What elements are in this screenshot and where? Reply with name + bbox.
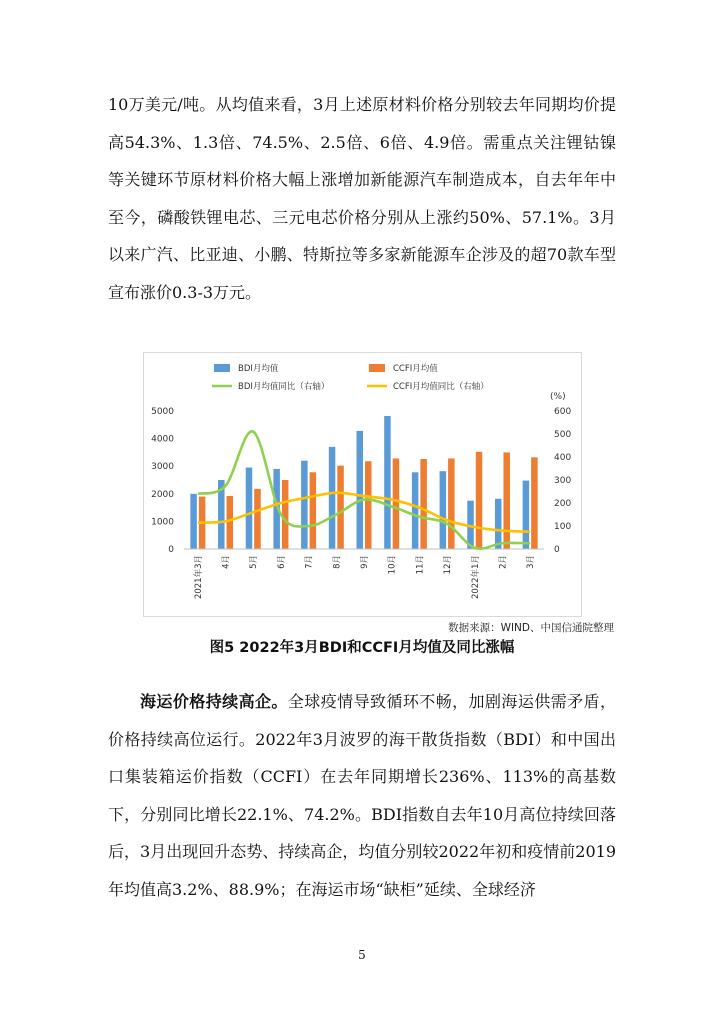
bar-ccfi xyxy=(282,480,289,549)
y-right-tick-label: 0 xyxy=(554,545,560,555)
y-left-tick-label: 3000 xyxy=(151,462,174,473)
x-tick-label: 2021年3月 xyxy=(193,555,204,600)
y-left-tick-label: 0 xyxy=(168,545,174,555)
bar-bdi xyxy=(384,416,391,549)
x-tick-label: 12月 xyxy=(443,555,454,575)
x-tick-label: 9月 xyxy=(360,555,370,569)
bar-bdi xyxy=(246,468,253,549)
body-paragraph-2 xyxy=(108,683,616,908)
bar-ccfi xyxy=(310,472,317,549)
bar-ccfi xyxy=(337,466,344,549)
paragraph-body: 全球疫情导致循环不畅，加剧海运供需矛盾，价格持续高位运行。2022年3月波罗的海干散货指数（BDI）和中国出口集装箱运价指数（CCFI）在去年同期增长236%、113%的高基数下，分别同比增长22.1%、74.2%。BDI指数自去年10月高位持续回落后，3月出现回升态势、持续高企，均值分别较2022年初和疫情前2019年均值高3.2%、88.9%；在海运市场“缺柜”延续、全球经济 xyxy=(108,692,616,899)
y-left-tick-label: 5000 xyxy=(151,407,174,417)
body-paragraph-1: 10万美元/吨。从均值来看，3月上述原材料价格分别较去年同期均价提高54.3%、1.3倍、74.5%、2.5倍、6倍、4.9倍。需重点关注锂钴镍等关键环节原材料价格大幅上涨增加新能源汽车制造成本，自去年年中至今，磷酸铁锂电芯、三元电芯价格分别从上涨约50%、57.1%。3月以来广汽、比亚迪、小鹏、特斯拉等多家新能源车企涉及的超70款车型宣布涨价0.3-3万元。 xyxy=(108,95,616,302)
x-tick-label: 11月 xyxy=(415,555,426,575)
legend-label: CCFI月均值同比（右轴） xyxy=(393,382,489,392)
y-left-tick-label: 1000 xyxy=(151,517,174,528)
bar-bdi xyxy=(357,431,364,549)
x-tick-label: 6月 xyxy=(276,555,287,569)
y-right-tick-label: 300 xyxy=(554,476,572,486)
legend-label: BDI月均值同比（右轴） xyxy=(238,382,330,392)
x-tick-label: 3月 xyxy=(526,555,537,569)
x-tick-label: 8月 xyxy=(332,555,343,569)
bar-ccfi xyxy=(365,461,372,549)
bar-ccfi xyxy=(420,459,427,549)
legend-label: BDI月均值 xyxy=(238,364,279,374)
y-left-tick-label: 2000 xyxy=(151,489,174,500)
x-tick-label: 7月 xyxy=(304,555,315,569)
bar-ccfi xyxy=(476,452,483,549)
figure-caption: 图5 2022年3月BDI和CCFI月均值及同比涨幅 xyxy=(209,640,515,656)
y-right-tick-label: 400 xyxy=(554,453,572,463)
bar-bdi xyxy=(301,461,308,549)
y-right-tick-label: 600 xyxy=(554,407,572,417)
y-left-tick-label: 4000 xyxy=(151,434,174,445)
x-tick-label: 2月 xyxy=(498,555,509,569)
bar-bdi xyxy=(190,494,197,549)
bar-ccfi xyxy=(227,496,234,549)
bar-bdi xyxy=(329,447,336,549)
y-right-tick-label: 200 xyxy=(554,499,572,509)
y-right-tick-label: 500 xyxy=(554,430,572,440)
x-tick-label: 2022年1月 xyxy=(470,555,481,600)
bar-bdi xyxy=(495,499,502,549)
chart-svg xyxy=(144,353,581,616)
bar-ccfi xyxy=(393,458,400,549)
bar-bdi xyxy=(523,481,530,549)
bar-ccfi xyxy=(531,457,538,549)
y-right-tick-label: 100 xyxy=(554,522,572,532)
bar-bdi xyxy=(440,471,447,549)
x-tick-label: 4月 xyxy=(221,555,232,569)
x-tick-label: 5月 xyxy=(249,555,260,569)
source-note: 数据来源：WIND、中国信通院整理 xyxy=(448,622,614,634)
chart-container xyxy=(143,352,582,617)
legend-swatch xyxy=(214,364,230,372)
bar-bdi xyxy=(412,472,419,549)
paragraph-heading: 海运价格持续高企。 xyxy=(140,692,288,711)
x-tick-label: 10月 xyxy=(387,555,398,575)
legend-swatch xyxy=(369,364,385,372)
page-number: 5 xyxy=(358,948,366,962)
right-axis-unit: (%) xyxy=(550,392,566,402)
bar-ccfi xyxy=(254,489,261,549)
bar-ccfi xyxy=(448,458,455,549)
legend-label: CCFI月均值 xyxy=(393,364,438,374)
bar-ccfi xyxy=(503,452,510,549)
